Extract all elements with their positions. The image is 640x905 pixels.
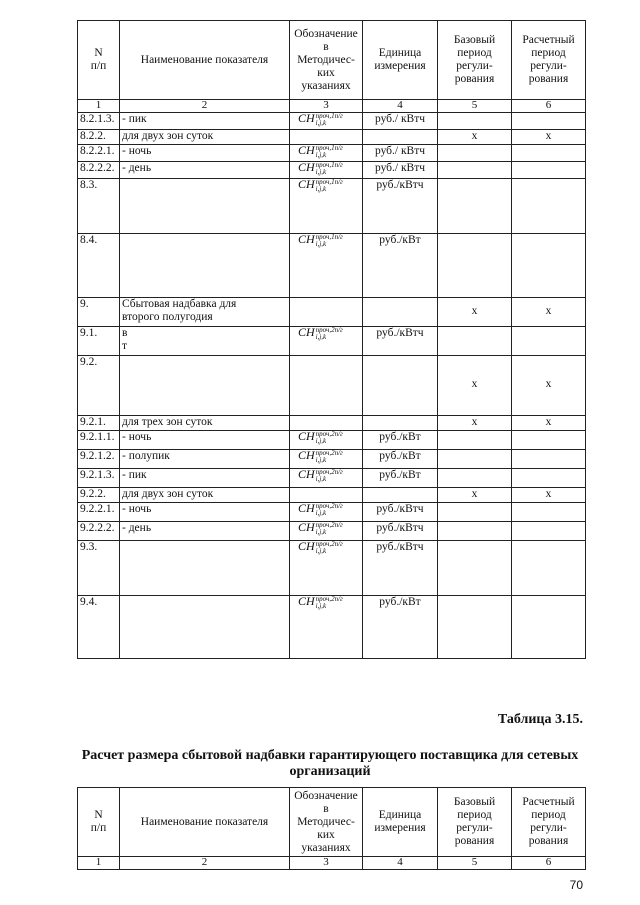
row-unit: [363, 355, 438, 415]
row-name-line: Сбытовая надбавка для: [122, 297, 237, 310]
row-calc-period: [512, 595, 586, 658]
row-symbol: [290, 113, 363, 130]
row-name: - ночь: [120, 144, 290, 161]
row-name: [120, 540, 290, 595]
formula-base: CH: [298, 428, 315, 443]
table-row: [78, 178, 586, 233]
row-base-period: [438, 178, 512, 233]
row-symbol: [290, 468, 363, 487]
col-number-5: 5: [438, 857, 512, 870]
surcharge-table: [77, 787, 586, 870]
row-base-period: [438, 113, 512, 130]
header-base-period: Базовый период регули- рования: [438, 21, 512, 100]
formula-superscript: проч,1п/г: [315, 160, 343, 169]
formula-subscript: i,j,k: [315, 436, 327, 445]
formula-subscript: i,j,k: [315, 150, 327, 159]
row-unit: руб./кВтч: [363, 178, 438, 233]
row-symbol: [290, 595, 363, 658]
formula-subscript: i,j,k: [315, 167, 327, 176]
table-row: [78, 540, 586, 595]
row-name-line: в: [122, 326, 128, 339]
formula-symbol: [292, 324, 343, 341]
header-calc-period: Расчетный период регули- рования: [512, 21, 586, 100]
row-number: 8.4.: [78, 233, 120, 297]
table-row: [78, 113, 586, 130]
formula-subscript: i,j,k: [315, 332, 327, 341]
table-row: [78, 144, 586, 161]
table-header-row: [78, 21, 586, 100]
row-number: 8.2.1.3.: [78, 113, 120, 130]
row-base-period: x: [438, 487, 512, 502]
formula-subscript: i,j,k: [315, 455, 327, 464]
row-base-period: [438, 595, 512, 658]
table-row: [78, 355, 586, 415]
header-unit: Единица измерения: [363, 788, 438, 857]
formula-superscript: проч,2п/г: [315, 448, 343, 457]
row-base-period: [438, 161, 512, 178]
row-unit: [363, 297, 438, 326]
row-name: для трех зон суток: [120, 415, 290, 430]
formula-superscript: проч,1п/г: [315, 177, 343, 186]
row-number: 9.2.2.1.: [78, 502, 120, 521]
formula-symbol: [292, 176, 343, 193]
col-number-6: 6: [512, 857, 586, 870]
row-symbol: [290, 540, 363, 595]
row-name: [120, 326, 290, 355]
row-unit: руб./ кВтч: [363, 144, 438, 161]
header-name: Наименование показателя: [120, 788, 290, 857]
row-calc-period: [512, 144, 586, 161]
row-number: 8.2.2.1.: [78, 144, 120, 161]
row-base-period: x: [438, 415, 512, 430]
col-number-1: 1: [78, 857, 120, 870]
row-name: [120, 355, 290, 415]
formula-base: CH: [298, 142, 315, 157]
col-number-2: 2: [120, 100, 290, 113]
row-calc-period: [512, 178, 586, 233]
table-row: [78, 430, 586, 449]
header-name: Наименование показателя: [120, 21, 290, 100]
row-name-line: второго полугодия: [122, 311, 213, 323]
formula-superscript: проч,2п/г: [315, 594, 343, 603]
row-name: [120, 297, 290, 326]
row-unit: руб./кВтч: [363, 521, 438, 540]
row-symbol: [290, 326, 363, 355]
row-symbol: [290, 430, 363, 449]
formula-superscript: проч,2п/г: [315, 467, 343, 476]
formula-symbol: [292, 231, 343, 248]
formula-base: CH: [298, 159, 315, 174]
row-calc-period: [512, 468, 586, 487]
row-symbol: [290, 449, 363, 468]
table-row: [78, 521, 586, 540]
formula-symbol: [292, 593, 343, 610]
row-number: 9.: [78, 297, 120, 326]
table-row: [78, 161, 586, 178]
formula-subscript: i,j,k: [315, 601, 327, 610]
row-unit: руб./кВтч: [363, 540, 438, 595]
row-name: [120, 233, 290, 297]
row-name: - пик: [120, 113, 290, 130]
row-unit: [363, 415, 438, 430]
row-unit: руб./кВт: [363, 449, 438, 468]
section-title: Расчет размера сбытовой надбавки гарантирующего поставщика для сетевых организаций: [81, 748, 579, 779]
row-unit: [363, 487, 438, 502]
formula-base: CH: [298, 324, 315, 339]
row-symbol: [290, 521, 363, 540]
row-number: 9.2.1.: [78, 415, 120, 430]
row-name: - день: [120, 521, 290, 540]
row-calc-period: [512, 233, 586, 297]
row-calc-period: [512, 502, 586, 521]
formula-symbol: [292, 500, 343, 517]
formula-subscript: i,j,k: [315, 474, 327, 483]
formula-superscript: проч,1п/г: [315, 232, 343, 241]
formula-subscript: i,j,k: [315, 527, 327, 536]
header-symbol: Обозначение в Методичес- ких указаниях: [290, 21, 363, 100]
formula-base: CH: [298, 176, 315, 191]
row-symbol: [290, 502, 363, 521]
row-calc-period: [512, 161, 586, 178]
row-base-period: [438, 233, 512, 297]
formula-subscript: i,j,k: [315, 508, 327, 517]
row-number: 8.3.: [78, 178, 120, 233]
table-row: [78, 326, 586, 355]
row-name: для двух зон суток: [120, 130, 290, 145]
formula-symbol: [292, 447, 343, 464]
formula-superscript: проч,2п/г: [315, 539, 343, 548]
row-calc-period: x: [512, 130, 586, 145]
row-number: 8.2.2.: [78, 130, 120, 145]
row-calc-period: [512, 540, 586, 595]
row-unit: руб./кВтч: [363, 326, 438, 355]
formula-symbol: [292, 113, 343, 127]
row-calc-period: [512, 521, 586, 540]
row-name: [120, 595, 290, 658]
row-calc-period: [512, 430, 586, 449]
header-calc-period: Расчетный период регули- рования: [512, 788, 586, 857]
table-row: [78, 487, 586, 502]
row-base-period: [438, 540, 512, 595]
formula-symbol: [292, 466, 343, 483]
row-name: для двух зон суток: [120, 487, 290, 502]
row-name: - ночь: [120, 502, 290, 521]
row-number: 9.4.: [78, 595, 120, 658]
table-row: [78, 233, 586, 297]
formula-symbol: [292, 538, 343, 555]
row-unit: руб./кВт: [363, 233, 438, 297]
col-number-4: 4: [363, 100, 438, 113]
formula-superscript: проч,1п/г: [315, 112, 343, 120]
row-base-period: [438, 430, 512, 449]
row-number: 9.2.1.2.: [78, 449, 120, 468]
col-number-6: 6: [512, 100, 586, 113]
row-unit: [363, 130, 438, 145]
row-base-period: [438, 502, 512, 521]
table-label: Таблица 3.15.: [497, 712, 583, 727]
col-number-5: 5: [438, 100, 512, 113]
formula-superscript: проч,2п/г: [315, 429, 343, 438]
row-number: 8.2.2.2.: [78, 161, 120, 178]
row-number: 9.3.: [78, 540, 120, 595]
row-name-line: т: [122, 340, 128, 352]
formula-symbol: [292, 142, 343, 159]
row-calc-period: [512, 449, 586, 468]
header-n: N п/п: [78, 21, 120, 100]
row-symbol: [290, 178, 363, 233]
row-number: 9.2.2.: [78, 487, 120, 502]
row-base-period: [438, 449, 512, 468]
row-symbol: [290, 144, 363, 161]
row-number: 9.2.1.3.: [78, 468, 120, 487]
row-base-period: x: [438, 355, 512, 415]
formula-subscript: i,j,k: [315, 546, 327, 555]
row-base-period: [438, 521, 512, 540]
formula-subscript: i,j,k: [315, 184, 327, 193]
header-symbol: Обозначение в Методичес- ких указаниях: [290, 788, 363, 857]
row-unit: руб./кВт: [363, 430, 438, 449]
table-row: [78, 595, 586, 658]
formula-symbol: [292, 428, 343, 445]
formula-base: CH: [298, 466, 315, 481]
row-symbol: [290, 233, 363, 297]
formula-superscript: проч,1п/г: [315, 143, 343, 152]
row-number: 9.1.: [78, 326, 120, 355]
row-symbol: [290, 297, 363, 326]
col-number-4: 4: [363, 857, 438, 870]
header-n: N п/п: [78, 788, 120, 857]
row-unit: руб./кВтч: [363, 502, 438, 521]
row-symbol: [290, 355, 363, 415]
table-row: [78, 502, 586, 521]
column-number-row: [78, 100, 586, 113]
row-name: - день: [120, 161, 290, 178]
table-row: [78, 449, 586, 468]
page-number: 70: [569, 878, 583, 892]
table-header-row: [78, 788, 586, 857]
formula-subscript: i,j,k: [315, 239, 327, 248]
formula-symbol: [292, 159, 343, 176]
col-number-3: 3: [290, 100, 363, 113]
table-row: [78, 130, 586, 145]
row-unit: руб./ кВтч: [363, 161, 438, 178]
row-calc-period: x: [512, 297, 586, 326]
table-row: [78, 297, 586, 326]
col-number-2: 2: [120, 857, 290, 870]
row-unit: руб./ кВтч: [363, 113, 438, 130]
formula-base: CH: [298, 500, 315, 515]
row-calc-period: [512, 113, 586, 130]
formula-base: CH: [298, 593, 315, 608]
row-number: 9.2.1.1.: [78, 430, 120, 449]
row-name: - ночь: [120, 430, 290, 449]
table-row: [78, 415, 586, 430]
row-base-period: [438, 144, 512, 161]
header-unit: Единица измерения: [363, 21, 438, 100]
formula-superscript: проч,2п/г: [315, 520, 343, 529]
formula-superscript: проч,2п/г: [315, 325, 343, 334]
row-symbol: [290, 161, 363, 178]
formula-superscript: проч,2п/г: [315, 501, 343, 510]
formula-base: CH: [298, 538, 315, 553]
row-calc-period: x: [512, 355, 586, 415]
column-number-row: [78, 857, 586, 870]
row-base-period: [438, 468, 512, 487]
formula-symbol: [292, 519, 343, 536]
formula-base: CH: [298, 231, 315, 246]
row-calc-period: x: [512, 487, 586, 502]
row-calc-period: x: [512, 415, 586, 430]
row-name: - полупик: [120, 449, 290, 468]
col-number-1: 1: [78, 100, 120, 113]
indicators-table: [77, 20, 586, 659]
header-base-period: Базовый период регули- рования: [438, 788, 512, 857]
row-name: - пик: [120, 468, 290, 487]
row-base-period: x: [438, 130, 512, 145]
row-base-period: x: [438, 297, 512, 326]
row-unit: руб./кВт: [363, 595, 438, 658]
formula-base: CH: [298, 447, 315, 462]
formula-base: CH: [298, 519, 315, 534]
formula-base: CH: [298, 111, 315, 125]
row-number: 9.2.2.2.: [78, 521, 120, 540]
row-base-period: [438, 326, 512, 355]
formula-subscript: i,j,k: [315, 119, 327, 127]
table-row: [78, 468, 586, 487]
row-name: [120, 178, 290, 233]
row-calc-period: [512, 326, 586, 355]
row-unit: руб./кВт: [363, 468, 438, 487]
col-number-3: 3: [290, 857, 363, 870]
row-number: 9.2.: [78, 355, 120, 415]
